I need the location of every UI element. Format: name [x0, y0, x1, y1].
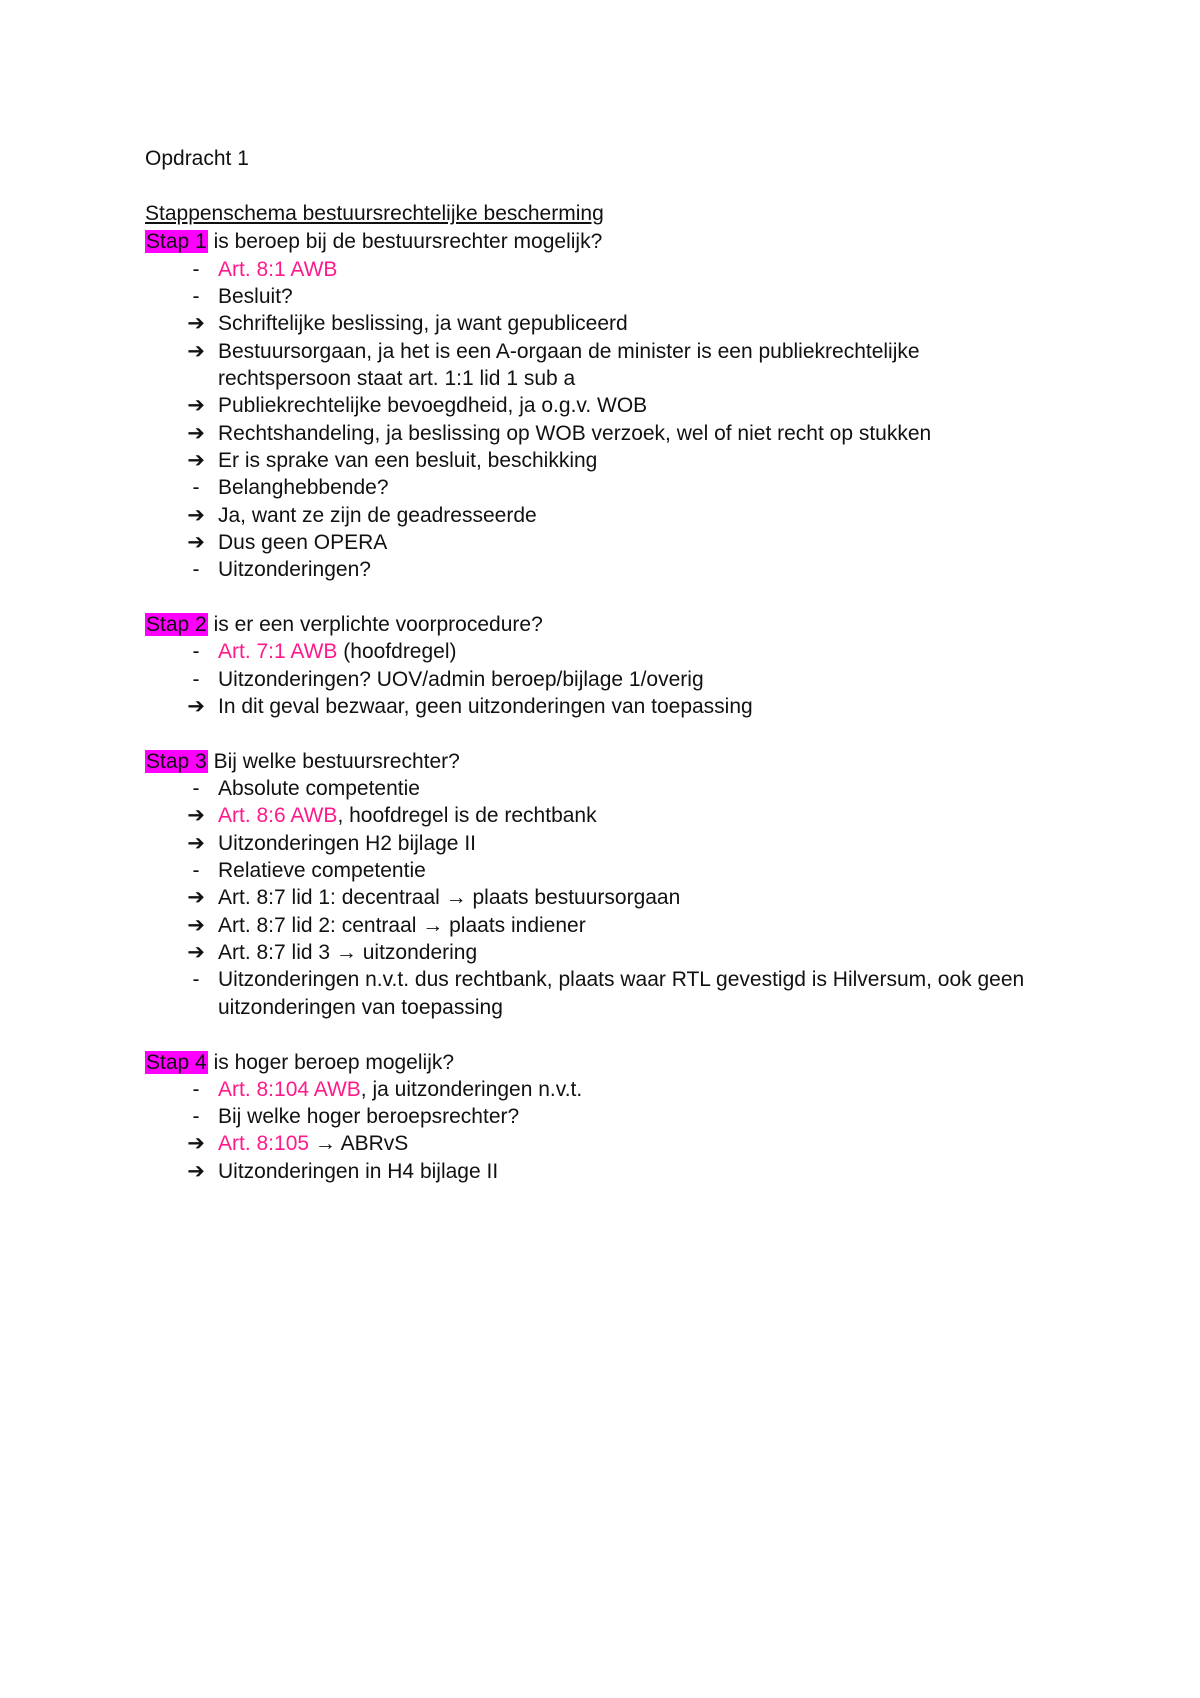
- arrow-icon: ➔: [187, 1132, 205, 1155]
- step-question: is hoger beroep mogelijk?: [213, 1051, 455, 1074]
- arrow-icon: ➔: [187, 941, 205, 964]
- list-item: [187, 392, 648, 420]
- arrow-icon: ➔: [187, 504, 205, 527]
- step-2-heading: [145, 611, 543, 639]
- dash-marker: -: [192, 668, 200, 691]
- dash-marker: -: [192, 285, 200, 308]
- item-text: (hoofdregel): [337, 640, 457, 663]
- dash-marker: -: [192, 558, 200, 581]
- arrow-icon: ➔: [187, 312, 205, 335]
- list-item: [187, 420, 932, 448]
- law-reference: Art. 8:6 AWB: [218, 804, 338, 827]
- item-text: , hoofdregel is de rechtbank: [337, 804, 597, 827]
- item-text: Dus geen OPERA: [218, 531, 388, 554]
- arrow-icon: ➔: [187, 832, 205, 855]
- arrow-icon: ➔: [187, 449, 205, 472]
- list-item: [192, 638, 457, 666]
- document-title: Opdracht 1: [145, 147, 249, 170]
- list-item: [187, 693, 753, 721]
- list-item: [192, 775, 420, 803]
- law-reference: Art. 8:105: [218, 1132, 310, 1155]
- arrow-icon: ➔: [187, 695, 205, 718]
- step-badge: Stap 4: [146, 1051, 207, 1074]
- list-item: [187, 802, 597, 830]
- list-item: [192, 666, 704, 694]
- arrow-icon: ➔: [187, 804, 205, 827]
- item-text: Ja, want ze zijn de geadresseerde: [218, 504, 537, 527]
- list-item: [192, 1103, 520, 1131]
- item-text: Art. 8:7 lid 3: [218, 941, 331, 964]
- item-text: Bestuursorgaan, ja het is een A-orgaan de minister is een publiekrechtelijke: [218, 340, 920, 363]
- arrow-icon: ➔: [187, 394, 205, 417]
- item-tail: ABRvS: [340, 1132, 409, 1155]
- item-tail: plaats indiener: [449, 914, 586, 937]
- step-badge: Stap 2: [146, 613, 207, 636]
- item-text: Art. 8:7 lid 1: decentraal: [218, 886, 440, 909]
- step-3-heading: [145, 748, 460, 776]
- item-text: Relatieve competentie: [218, 859, 426, 882]
- dash-marker: -: [192, 1078, 200, 1101]
- dash-marker: -: [192, 640, 200, 663]
- item-text: Uitzonderingen n.v.t. dus rechtbank, plaats waar RTL gevestigd is Hilversum, ook geen: [218, 968, 1025, 991]
- dash-marker: -: [192, 476, 200, 499]
- list-item: [187, 447, 598, 475]
- step-4-heading: [145, 1049, 454, 1077]
- item-text: Er is sprake van een besluit, beschikking: [218, 449, 598, 472]
- list-item: [187, 912, 586, 940]
- step-question: is beroep bij de bestuursrechter mogelijk?: [213, 230, 603, 253]
- step-question: Bij welke bestuursrechter?: [213, 750, 460, 773]
- item-text: Uitzonderingen?: [218, 558, 371, 581]
- item-text: In dit geval bezwaar, geen uitzonderingen van toepassing: [218, 695, 753, 718]
- list-item: [192, 966, 1025, 994]
- list-item: [187, 310, 628, 338]
- inline-arrow-icon: →: [445, 886, 467, 909]
- inline-arrow-icon: →: [422, 914, 444, 937]
- inline-arrow-icon: →: [314, 1132, 336, 1155]
- list-item: [192, 556, 371, 584]
- arrow-icon: ➔: [187, 422, 205, 445]
- step-badge: Stap 3: [146, 750, 207, 773]
- step-1-heading: [145, 228, 602, 256]
- item-tail: plaats bestuursorgaan: [472, 886, 681, 909]
- list-item: [187, 529, 388, 557]
- arrow-icon: ➔: [187, 914, 205, 937]
- item-tail: uitzondering: [362, 941, 478, 964]
- list-item: [187, 884, 681, 912]
- item-text: Besluit?: [218, 285, 293, 308]
- list-item: [192, 256, 338, 284]
- dash-marker: -: [192, 1105, 200, 1128]
- list-item: [187, 1158, 499, 1186]
- item-text: Uitzonderingen H2 bijlage II: [218, 832, 476, 855]
- list-item: [187, 939, 478, 967]
- item-text: Uitzonderingen in H4 bijlage II: [218, 1160, 499, 1183]
- step-badge: Stap 1: [146, 230, 207, 253]
- arrow-icon: ➔: [187, 340, 205, 363]
- item-text: Schriftelijke beslissing, ja want gepubliceerd: [218, 312, 628, 335]
- dash-marker: -: [192, 859, 200, 882]
- list-item: [187, 502, 537, 530]
- list-item: [192, 1076, 583, 1104]
- arrow-icon: ➔: [187, 531, 205, 554]
- law-reference: Art. 8:1 AWB: [218, 258, 338, 281]
- dash-marker: -: [192, 777, 200, 800]
- inline-arrow-icon: →: [335, 941, 357, 964]
- list-item: [187, 830, 476, 858]
- item-text: Bij welke hoger beroepsrechter?: [218, 1105, 520, 1128]
- item-text: , ja uitzonderingen n.v.t.: [360, 1078, 583, 1101]
- item-text: Publiekrechtelijke bevoegdheid, ja o.g.v. WOB: [218, 394, 648, 417]
- arrow-icon: ➔: [187, 1160, 205, 1183]
- document-heading: Stappenschema bestuursrechtelijke bescherming: [145, 202, 604, 225]
- item-text: Art. 8:7 lid 2: centraal: [218, 914, 417, 937]
- item-text: Absolute competentie: [218, 777, 420, 800]
- dash-marker: -: [192, 258, 200, 281]
- dash-marker: -: [192, 968, 200, 991]
- item-continuation: uitzonderingen van toepassing: [218, 996, 503, 1019]
- list-item: [192, 474, 389, 502]
- item-text: Rechtshandeling, ja beslissing op WOB verzoek, wel of niet recht op stukken: [218, 422, 932, 445]
- list-item: [192, 283, 293, 311]
- law-reference: Art. 8:104 AWB: [218, 1078, 361, 1101]
- step-question: is er een verplichte voorprocedure?: [213, 613, 543, 636]
- list-item: [187, 1130, 409, 1158]
- law-reference: Art. 7:1 AWB: [218, 640, 338, 663]
- item-text: Uitzonderingen? UOV/admin beroep/bijlage 1/overig: [218, 668, 704, 691]
- arrow-icon: ➔: [187, 886, 205, 909]
- item-continuation: rechtspersoon staat art. 1:1 lid 1 sub a: [218, 367, 576, 390]
- list-item: [192, 857, 426, 885]
- list-item: [187, 338, 920, 366]
- item-text: Belanghebbende?: [218, 476, 389, 499]
